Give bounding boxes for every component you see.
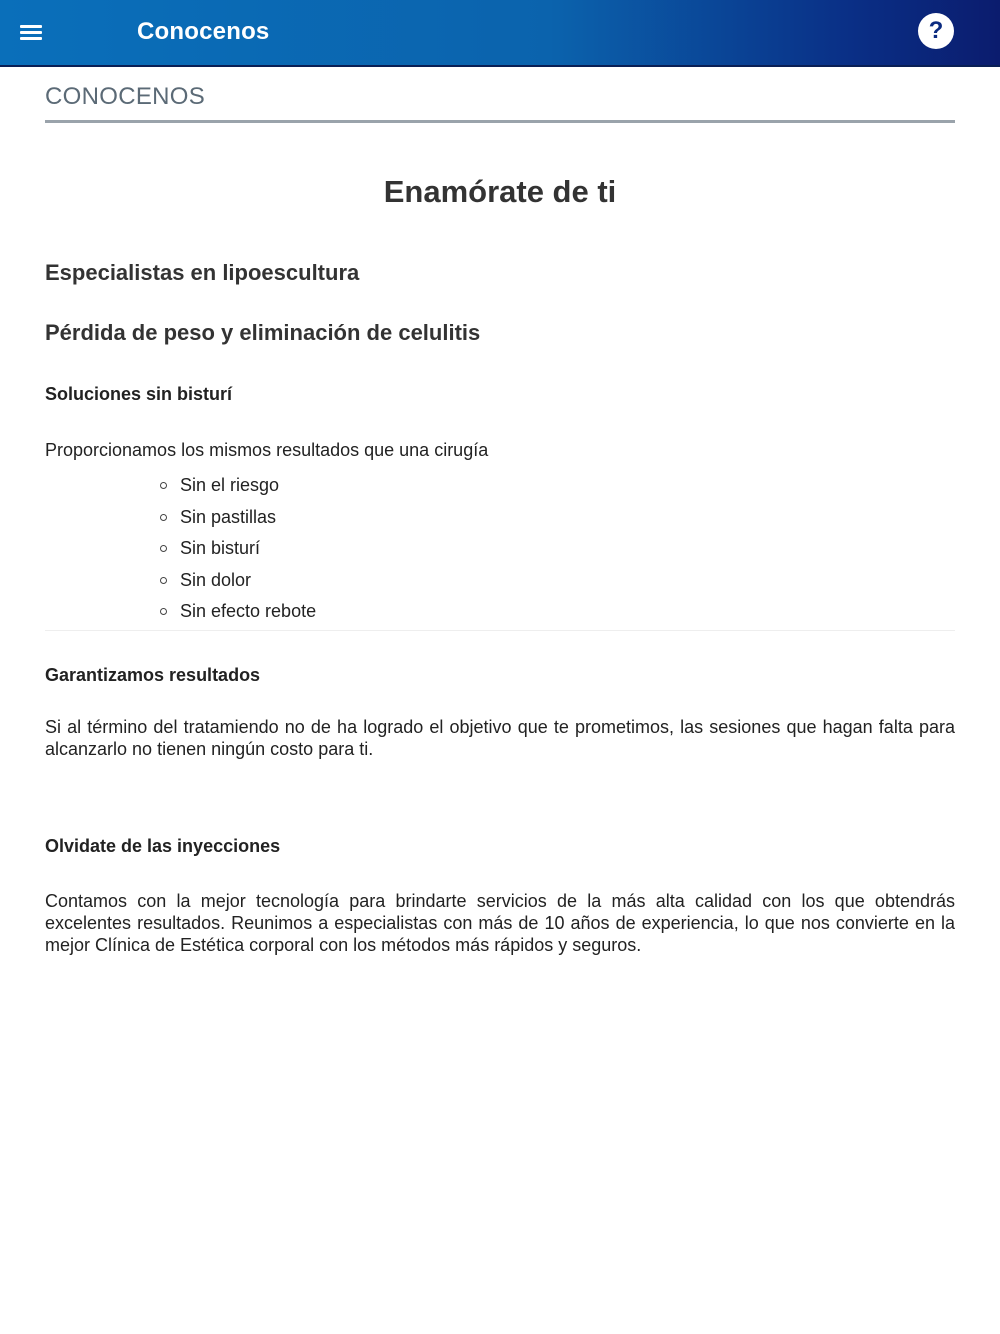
bullet-icon [160, 577, 167, 584]
paragraph-resultados: Proporcionamos los mismos resultados que una cirugía [45, 440, 489, 460]
help-icon[interactable]: ? [918, 13, 954, 49]
bullet-icon [160, 608, 167, 615]
paragraph-tecnologia: Contamos con la mejor tecnología para brindarte servicios de la más alta calidad con los que obtendrás excelentes resultados. Reunimos a especialistas con más de 10 años de experiencia, lo que nos convierte en la mejor Clínica de Estética corporal con los métodos más rápidos y seguros. [45, 890, 955, 955]
list-item-label: Sin dolor [180, 569, 252, 590]
app-bar [0, 0, 1000, 67]
section-header [45, 83, 955, 123]
list-item [160, 470, 955, 502]
list-item [160, 533, 955, 565]
section-header-title: CONOCENOS [45, 83, 206, 110]
bullet-icon [160, 482, 167, 489]
menu-icon-line [20, 25, 42, 28]
menu-icon-line [20, 31, 42, 34]
heading-perdida-peso: Pérdida de peso y eliminación de celulitis [45, 320, 481, 345]
subheading-inyecciones: Olvidate de las inyecciones [45, 835, 281, 856]
bullet-icon [160, 545, 167, 552]
subheading-sin-bisturi: Soluciones sin bisturí [45, 384, 233, 404]
bullet-icon [160, 514, 167, 521]
list-item-label: Sin el riesgo [180, 475, 280, 495]
list-item [160, 565, 955, 597]
list-item [160, 502, 955, 534]
list-item-label: Sin efecto rebote [180, 601, 317, 621]
menu-icon-line [20, 37, 42, 40]
subheading-garantizamos: Garantizamos resultados [45, 664, 261, 685]
menu-icon[interactable] [14, 20, 48, 46]
content-area [45, 160, 955, 956]
list-item [160, 596, 955, 628]
heading-lipoescultura: Especialistas en lipoescultura [45, 260, 360, 285]
page-title: Conocenos [137, 18, 270, 45]
list-item-label: Sin bisturí [180, 538, 261, 558]
list-item-label: Sin pastillas [180, 506, 277, 527]
paragraph-garantia: Si al término del tratamiendo no de ha logrado el objetivo que te prometimos, las sesiones que hagan falta para alcanzarlo no tienen ningún costo para ti. [45, 716, 955, 759]
feature-list [45, 470, 955, 628]
hero-title: Enamórate de ti [383, 174, 617, 209]
